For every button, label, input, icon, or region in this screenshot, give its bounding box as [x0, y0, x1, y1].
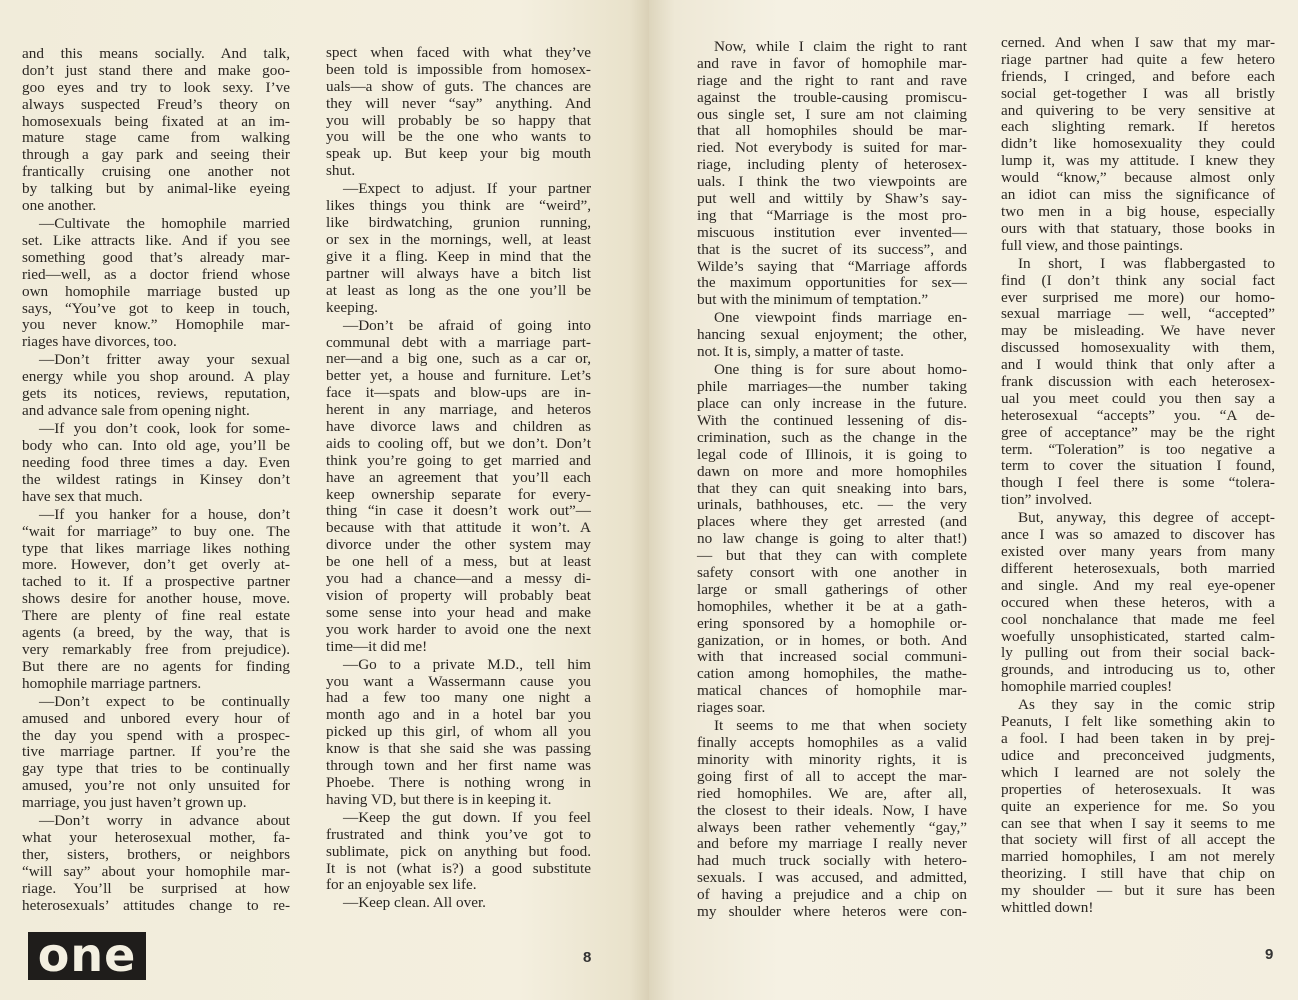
text-line: be one hell of a mess, but at least	[326, 553, 591, 571]
text-line: —Don’t fritter away your sexual	[39, 351, 290, 369]
text-line: likes things you think are “weird”,	[326, 197, 591, 215]
text-line: homosexuals being fixated at an im-	[22, 112, 290, 130]
text-line: sublimate, pick on anything but food.	[326, 842, 591, 860]
text-line: you never know.” Homophile mar-	[22, 316, 290, 334]
text-line: mature stage came from walking	[22, 129, 290, 147]
text-line: riage partner had quite a few hetero	[1001, 50, 1275, 68]
text-line: cool nonchalance that made me feel	[1001, 610, 1275, 628]
text-column-3	[697, 39, 967, 922]
text-line: There are plenty of fine real estate	[22, 607, 290, 625]
text-line: energy while you shop around. A play	[22, 368, 290, 386]
text-line: crimination, such as the change in the	[697, 428, 967, 446]
text-line: or sex in the mornings, well, at least	[326, 230, 591, 248]
text-line: an idiot can miss the significance of	[1001, 186, 1275, 204]
paragraph	[326, 810, 591, 894]
text-line: grounds, and introducing us to, other	[1001, 661, 1275, 679]
text-line: keep ownership separate for every-	[326, 485, 591, 503]
text-line: don’t just stand there and make goo-	[22, 61, 290, 79]
text-line: says, “You’ve got to keep in touch,	[22, 299, 290, 317]
text-line: better yet, a house and furniture. Let’s	[326, 367, 591, 385]
text-column-4	[1001, 35, 1275, 918]
text-line: riage and the right to rant and rave	[697, 71, 967, 89]
text-line: shows desire for another house, move.	[22, 590, 290, 608]
text-line: which I learned are not solely the	[1001, 763, 1275, 781]
text-line: ried—well, as a doctor friend whose	[22, 265, 290, 283]
text-line: Wilde’s saying that “Marriage affords	[697, 257, 967, 275]
text-line: because with that attitude it won’t. A	[326, 519, 591, 537]
paragraph	[697, 718, 967, 921]
paragraph	[697, 39, 967, 309]
page-number-right: 9	[1265, 946, 1274, 963]
text-line: It is not (what is?) a good substitute	[326, 859, 591, 877]
text-line: give it a fling. Keep in mind that the	[326, 247, 591, 265]
text-line: and quivering to be very sensitive at	[1001, 101, 1275, 119]
text-line: partner will always have a bitch list	[326, 264, 591, 282]
text-line: whittled down!	[1001, 898, 1094, 916]
text-line: occured when these heteros, with a	[1001, 593, 1275, 611]
text-line: sexuals. I was accused, and admitted,	[697, 869, 967, 887]
text-line: One thing is for sure about homo-	[714, 361, 967, 379]
text-line: not. It is, simply, a matter of taste.	[697, 343, 904, 361]
text-column-2	[326, 45, 591, 914]
text-line: ering sponsored by a homophile or-	[697, 614, 967, 632]
text-line: legal code of Illinois, it is going to	[697, 445, 967, 463]
text-line: and I would think that only after a	[1001, 356, 1275, 374]
text-line: know is that she said she was passing	[326, 740, 591, 758]
text-line: frantically cruising one another not	[22, 163, 290, 181]
text-line: frustrated and think you’ve got to	[326, 825, 591, 843]
text-line: each slighting remark. If heretos	[1001, 118, 1275, 136]
text-line: Peanuts, I felt like something akin to	[1001, 713, 1275, 731]
text-line: places where they get arrested (and	[697, 513, 967, 531]
text-line: different heterosexuals, both married	[1001, 559, 1275, 577]
text-line: the closest to their ideals. Now, I have	[697, 801, 967, 819]
text-line: always been rather vehemently “gay,”	[697, 818, 967, 836]
text-line: —Go to a private M.D., tell him	[343, 655, 591, 673]
text-line: had much truck socially with hetero-	[697, 852, 967, 870]
text-line: riage, including plenty of heterosex-	[697, 156, 967, 174]
paragraph	[1001, 256, 1275, 509]
text-line: miscuous institution ever invented—	[697, 223, 967, 241]
text-line: type that likes marriage likes nothing	[22, 539, 290, 557]
text-line: face it—spats and blow-ups are in-	[326, 384, 591, 402]
text-line: ours with that statuary, those books in	[1001, 219, 1275, 237]
text-line: ner—and a big one, such as a car or,	[326, 350, 591, 368]
text-line: —Cultivate the homophile married	[39, 215, 290, 233]
text-line: that all homophiles should be mar-	[697, 122, 967, 140]
text-line: against the trouble-causing promiscu-	[697, 88, 967, 106]
text-line: ther, sisters, brothers, or neighbors	[22, 845, 290, 863]
text-line: some sense into your head and make	[326, 603, 591, 621]
paragraph	[22, 352, 290, 420]
paragraph	[697, 310, 967, 361]
text-line: hancing sexual enjoyment; the other,	[697, 326, 967, 344]
text-line: But, anyway, this degree of accept-	[1018, 509, 1275, 527]
text-line: properties of heterosexuals. It was	[1001, 780, 1275, 798]
page-number-left: 8	[583, 949, 592, 966]
paragraph	[22, 421, 290, 505]
text-line: my shoulder — but it sure has been	[1001, 882, 1275, 900]
text-line: udice and preconceived judgments,	[1001, 746, 1275, 764]
text-line: discussed homosexuality with them,	[1001, 339, 1275, 357]
text-line: you want a Wassermann cause you	[326, 672, 591, 690]
text-line: —Keep clean. All over.	[343, 894, 486, 912]
text-line: what your heterosexual mother, fa-	[22, 829, 290, 847]
text-line: with that increased social communi-	[697, 648, 967, 666]
text-line: divorce under the other system may	[326, 536, 591, 554]
text-line: own homophile marriage busted up	[22, 282, 290, 300]
text-line: —Keep the gut down. If you feel	[343, 808, 591, 826]
text-line: uals. I think the two viewpoints are	[697, 173, 967, 191]
text-line: though I feel there is some “tolera-	[1001, 474, 1275, 492]
text-column-1	[22, 46, 290, 916]
text-line: Phoebe. There is nothing wrong in	[326, 773, 591, 791]
text-line: vision of property will probably beat	[326, 586, 591, 604]
text-line: ried homophiles. We are, after all,	[697, 784, 967, 802]
text-line: marriage, you just haven’t grown up.	[22, 794, 247, 812]
text-line: been told is impossible from homosex-	[326, 60, 591, 78]
text-line: you will be the one who wants to	[326, 128, 591, 146]
paragraph	[1001, 35, 1275, 255]
paragraph	[326, 45, 591, 180]
text-line: the wildest ratings in Kinsey don’t	[22, 470, 290, 488]
text-line: going first of all to accept the mar-	[697, 767, 967, 785]
text-line: having VD, but there is in keeping it.	[326, 790, 552, 808]
text-line: ly pulling out from their social back-	[1001, 644, 1275, 662]
text-line: and advance sale from opening night.	[22, 402, 250, 420]
paragraph	[22, 216, 290, 351]
text-line: matical chances of homophile mar-	[697, 682, 967, 700]
paragraph	[326, 318, 591, 656]
text-line: you had a chance—and a messy di-	[326, 569, 591, 587]
text-line: ual you meet could you then say a	[1001, 389, 1275, 407]
text-line: riages have divorces, too.	[22, 333, 177, 351]
text-line: “wait for marriage” to buy one. The	[22, 522, 290, 540]
text-line: the maximum opportunities for sex—	[697, 274, 967, 292]
text-line: thing “in case it doesn’t work out”—	[326, 502, 591, 520]
text-line: herent in any marriage, and heteros	[326, 401, 591, 419]
text-line: have divorce laws and children as	[326, 417, 591, 435]
paragraph	[326, 895, 591, 912]
text-line: always suspected Freud’s theory on	[22, 95, 290, 113]
text-line: time—it did me!	[326, 637, 428, 655]
text-line: they will never “say” anything. And	[326, 94, 591, 112]
text-line: and single. And my real eye-opener	[1001, 576, 1275, 594]
text-line: homophiles, whether it be at a gath-	[697, 597, 967, 615]
text-line: gets its notices, reviews, reputation,	[22, 385, 290, 403]
text-line: —Expect to adjust. If your partner	[343, 180, 591, 198]
text-line: term to cover the situation I found,	[1001, 457, 1275, 475]
text-line: think you’re going to get married and	[326, 451, 591, 469]
text-line: tive marriage partner. If you’re the	[22, 743, 290, 761]
text-line: heterosexuals’ attitudes change to re-	[22, 896, 290, 914]
text-line: sexual marriage — well, “accepted”	[1001, 305, 1275, 323]
text-line: something good that’s already mar-	[22, 248, 290, 266]
text-line: In short, I was flabbergasted to	[1018, 254, 1275, 272]
text-line: find (I don’t think any social fact	[1001, 271, 1275, 289]
text-line: amused, you’re not only unsuited for	[22, 777, 290, 795]
text-line: body who can. Into old age, you’ll be	[22, 437, 290, 455]
text-line: for an enjoyable sex life.	[326, 876, 477, 894]
text-line: put well and wittily by Shaw’s say-	[697, 190, 967, 208]
text-line: One viewpoint finds marriage en-	[714, 309, 967, 327]
text-line: —Don’t expect to be continually	[39, 692, 290, 710]
text-line: and before my marriage I really never	[697, 835, 967, 853]
magazine-logo: one	[28, 932, 146, 980]
text-line: homophile married couples!	[1001, 678, 1173, 696]
text-line: that they can quit sneaking into bars,	[697, 479, 967, 497]
text-line: by talking but by animal-like eyeing	[22, 180, 290, 198]
text-line: cation among homophiles, the mathe-	[697, 665, 967, 683]
text-line: riage. You’ll be surprised at how	[22, 879, 290, 897]
text-line: —Don’t be afraid of going into	[343, 316, 591, 334]
paragraph	[22, 507, 290, 693]
text-line: uals—a show of guts. The chances are	[326, 77, 591, 95]
text-line: like birdwatching, grunion running,	[326, 214, 591, 232]
text-line: you will probably be so happy that	[326, 111, 591, 129]
text-line: had a few too many one night a	[326, 689, 591, 707]
text-line: picked up this girl, of whom all you	[326, 723, 591, 741]
text-line: can see that when I say it seems to me	[1001, 814, 1275, 832]
text-line: gay type that tries to be continually	[22, 760, 290, 778]
text-line: minority with minority rights, it is	[697, 750, 967, 768]
text-line: and this means socially. And talk,	[22, 45, 290, 62]
text-line: very remarkably free from prejudice).	[22, 640, 290, 658]
text-line: agents (a breed, by the way, that is	[22, 624, 290, 642]
paragraph	[326, 181, 591, 316]
text-line: that is the sucret of its success”, and	[697, 240, 967, 258]
text-line: safety consort with one another in	[697, 563, 967, 581]
paragraph	[326, 657, 591, 809]
text-line: that society will first of all accept the	[1001, 831, 1275, 849]
text-line: set. Like attracts like. And if you see	[22, 231, 290, 249]
text-line: no law change is going to alter that!)	[697, 530, 967, 548]
text-line: month ago and in a hotel bar you	[326, 706, 591, 724]
text-line: —If you hanker for a house, don’t	[39, 505, 290, 523]
text-line: goo eyes and try to look sexy. I’ve	[22, 78, 290, 96]
text-line: ous single set, I sure am not claiming	[697, 105, 967, 123]
text-line: tion” involved.	[1001, 491, 1093, 509]
text-line: amused and unbored every hour of	[22, 709, 290, 727]
text-line: ganization, or in homes, or both. And	[697, 631, 967, 649]
text-line: more. However, don’t get overly at-	[22, 556, 290, 574]
text-line: Now, while I claim the right to rant	[714, 38, 967, 55]
text-line: —Don’t worry in advance about	[39, 812, 290, 830]
text-line: shut.	[326, 162, 356, 180]
text-line: aids to cooling off, but we don’t. Don’t	[326, 434, 591, 452]
text-line: through a gay park and seeing their	[22, 146, 290, 164]
text-line: have an agreement that you’ll each	[326, 468, 591, 486]
text-line: phile marriages—the number taking	[697, 378, 967, 396]
text-line: place can only increase in the future.	[697, 395, 967, 413]
paragraph	[22, 694, 290, 812]
text-line: of having a prejudice and a chip on	[697, 886, 967, 904]
text-line: have sex that much.	[22, 487, 143, 505]
text-line: ance I was so amazed to discover has	[1001, 526, 1275, 544]
paragraph	[697, 362, 967, 717]
text-line: social get-together I was all bristly	[1001, 84, 1275, 102]
text-line: didn’t like homosexuality they could	[1001, 135, 1275, 153]
text-line: cerned. And when I saw that my mar-	[1001, 34, 1275, 51]
text-line: a fool. I had been taken in by prej-	[1001, 730, 1275, 748]
paragraph	[1001, 510, 1275, 696]
text-line: As they say in the comic strip	[1018, 696, 1275, 714]
text-line: through town and her first name was	[326, 756, 591, 774]
text-line: married homophiles, I am not merely	[1001, 848, 1275, 866]
text-line: friends, I cringed, and before each	[1001, 67, 1275, 85]
text-line: finally accepts homophiles as a valid	[697, 734, 967, 752]
paragraph	[1001, 697, 1275, 917]
text-line: gree of acceptance” may be the right	[1001, 423, 1275, 441]
text-line: With the continued lessening of dis-	[697, 411, 967, 429]
text-line: two men in a big house, especially	[1001, 202, 1275, 220]
text-line: riages soar.	[697, 699, 766, 717]
paragraph	[22, 813, 290, 914]
text-line: urinals, bathhouses, etc. — the very	[697, 496, 967, 514]
text-line: large or small gatherings of other	[697, 580, 967, 598]
text-line: homophile marriage partners.	[22, 674, 202, 692]
text-line: my shoulder where heteros were con-	[697, 902, 967, 920]
text-line: would “know,” because almost only	[1001, 169, 1275, 187]
text-line: full view, and those paintings.	[1001, 236, 1184, 254]
text-line: and rave in favor of homophile mar-	[697, 54, 967, 72]
text-line: spect when faced with what they’ve	[326, 44, 591, 61]
text-line: theorizing. I still have that chip on	[1001, 865, 1275, 883]
text-line: one another.	[22, 197, 97, 215]
text-line: quite an experience for me. So you	[1001, 797, 1275, 815]
text-line: but with the minimum of temptation.”	[697, 291, 929, 309]
text-line: It seems to me that when society	[714, 717, 967, 735]
text-line: “will say” about your homophile mar-	[22, 862, 290, 880]
text-line: may be misleading. We have never	[1001, 322, 1275, 340]
text-line: speak up. But keep your big mouth	[326, 145, 591, 163]
text-line: lump it, was my attitude. I knew they	[1001, 152, 1275, 170]
text-line: But there are no agents for finding	[22, 657, 290, 675]
text-line: existed over many years from many	[1001, 543, 1275, 561]
text-line: you work harder to avoid one the next	[326, 620, 591, 638]
text-line: communal debt with a marriage part-	[326, 333, 591, 351]
text-line: woefully unsophisticated, started calm-	[1001, 627, 1275, 645]
paragraph	[22, 46, 290, 215]
text-line: tached to it. If a prospective partner	[22, 573, 290, 591]
text-line: the day you spend with a prospec-	[22, 726, 290, 744]
text-line: frank discussion with each heterosex-	[1001, 373, 1275, 390]
text-line: term. “Toleration” is too negative a	[1001, 440, 1275, 458]
text-line: ever surprised me more) our homo-	[1001, 288, 1275, 306]
text-line: ried. Not everybody is suited for mar-	[697, 139, 967, 157]
text-line: heterosexual “accepts” you. “A de-	[1001, 406, 1275, 424]
text-line: —If you don’t cook, look for some-	[39, 420, 290, 438]
text-line: needing food three times a day. Even	[22, 453, 290, 471]
text-line: ing that “Marriage is the most pro-	[697, 206, 967, 224]
text-line: at least as long as the one you’ll be	[326, 281, 591, 299]
text-line: — but that they can with complete	[697, 547, 967, 565]
text-line: dawn on more and more homophiles	[697, 462, 967, 480]
text-line: keeping.	[326, 298, 378, 316]
